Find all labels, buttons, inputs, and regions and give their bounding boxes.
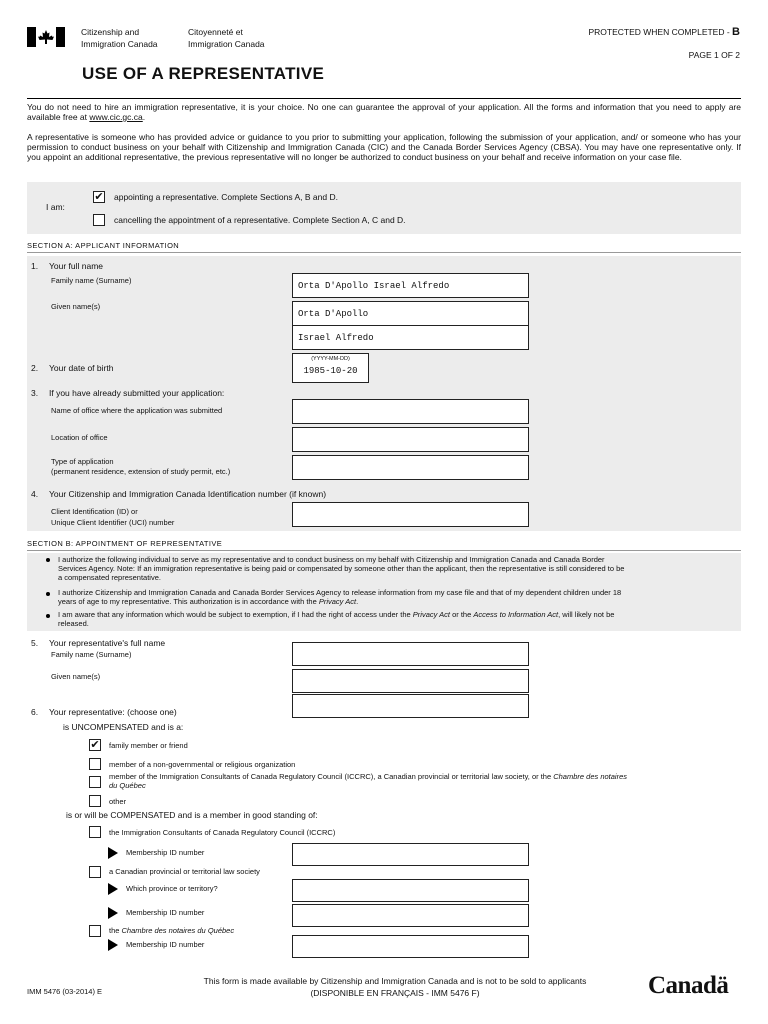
u3-text: member of the Immigration Consultants of Canada Regulatory Council (ICCRC), a Canadian provincial or territorial law society, or the: [109, 772, 554, 781]
cancelling-checkbox[interactable]: [93, 214, 105, 226]
dob-label: Your date of birth: [49, 363, 114, 373]
b1-line3: a compensated representative.: [58, 573, 161, 582]
appointing-label: appointing a representative. Complete Sections A, B and D.: [114, 192, 338, 202]
iccrc-label: the Immigration Consultants of Canada Regulatory Council (ICCRC): [109, 828, 336, 837]
c3-text: the: [109, 926, 122, 935]
family-friend-checkbox[interactable]: ✔: [90, 739, 100, 751]
law-society-member-id-label: Membership ID number: [126, 908, 205, 917]
intro-paragraph-2: A representative is someone who has provided advice or guidance to you prior to submitting your application, following the submission of your application, and/ or someone who has your permission to conduct business on your behalf with Citizenship and Immigration Canada (CIC) and the Canada Border Services Agency (CBSA). You may have one representative only. If you appoint an additional representative, the previous representative will no longer be authorized to conduct business on your behalf and receive information on your case file.: [27, 132, 741, 162]
q4-label: Your Citizenship and Immigration Canada Identification number (if known): [49, 489, 327, 499]
given-name-field-1[interactable]: [292, 301, 529, 326]
client-id-field[interactable]: [292, 502, 529, 527]
rep-family-name-label: Family name (Surname): [51, 650, 132, 659]
bullet-1: [46, 558, 50, 562]
footer-note-1: This form is made available by Citizenship and Immigration Canada and is not to be sold to applicants: [203, 976, 587, 986]
intro-p1-text: You do not need to hire an immigration representative, it is your choice. No one can guarantee the approval of your application. All the forms and information that you need to apply are available free at: [27, 102, 741, 122]
q2-number: 2.: [31, 363, 39, 373]
office-name-label: Name of office where the application was submitted: [51, 406, 223, 415]
cic-website-link[interactable]: www.cic.gc.ca: [89, 112, 143, 122]
b3-access-act: Access to Information Act: [473, 610, 559, 619]
bullet-2: [46, 592, 50, 596]
law-society-member-id-field[interactable]: [292, 904, 529, 927]
b2-line2-end: .: [356, 597, 359, 606]
chambre-member-id-label: Membership ID number: [126, 940, 205, 949]
family-name-value: Orta D'Apollo Israel Alfredo: [298, 280, 450, 291]
section-a-divider: [27, 252, 741, 253]
q3-number: 3.: [31, 388, 39, 398]
client-id-label-1: Client Identification (ID) or: [51, 507, 138, 516]
compensated-label: is or will be COMPENSATED and is a member in good standing of:: [66, 810, 318, 820]
office-name-field[interactable]: [292, 399, 529, 424]
rep-given-name-label: Given name(s): [51, 672, 101, 681]
title-divider: [27, 98, 741, 99]
rep-given-name-field-2[interactable]: [292, 694, 529, 718]
chambre-member-id-field[interactable]: [292, 935, 529, 958]
dob-format-hint: (YYYY-MM-DD): [311, 356, 350, 362]
ngo-member-label: member of a non-governmental or religious organization: [109, 760, 296, 769]
q1-number: 1.: [31, 261, 39, 271]
b3-text-b: or the: [450, 610, 474, 619]
office-location-field[interactable]: [292, 427, 529, 452]
protected-label: [588, 27, 740, 37]
b1-line2: Services Agency. Note: If an immigration representative is being paid or compensated by someone other than the applicant, then the representative is still considered to be: [58, 564, 625, 573]
chambre-checkbox[interactable]: [89, 925, 101, 937]
intro-p1-end: .: [142, 112, 146, 122]
exemption-awareness-text: [58, 610, 738, 628]
given-name-value-2: Israel Alfredo: [298, 332, 374, 343]
dob-value: 1985-10-20: [303, 366, 358, 376]
chambre-label: [109, 926, 234, 935]
b1-line1: I authorize the following individual to serve as my representative and to conduct business on my behalf with Citizenship and Immigration Canada and Canada Border: [58, 555, 605, 564]
q1-label: Your full name: [49, 261, 104, 271]
office-location-label: Location of office: [51, 433, 108, 442]
u3-quebec: du Québec: [109, 781, 146, 790]
province-field[interactable]: [292, 879, 529, 902]
canada-wordmark: Canadä: [648, 972, 729, 999]
dob-field[interactable]: [292, 353, 369, 383]
section-b-divider: [27, 550, 741, 551]
form-code: IMM 5476 (03-2014) E: [27, 987, 103, 996]
app-type-label-2: (permanent residence, extension of study permit, etc.): [51, 467, 231, 476]
appointing-checkbox[interactable]: ✔: [94, 191, 104, 203]
given-name-label: Given name(s): [51, 302, 101, 311]
page-title: USE OF A REPRESENTATIVE: [82, 64, 325, 83]
b2-line1: I authorize Citizenship and Immigration Canada and Canada Border Services Agency to release information from my case file and that of my dependent children under 18: [58, 588, 622, 597]
dept-en-line2: Immigration Canada: [81, 39, 158, 49]
app-type-label-1: Type of application: [51, 457, 114, 466]
cancelling-label: cancelling the appointment of a representative. Complete Section A, C and D.: [114, 215, 406, 225]
footer-note-2: (DISPONIBLE EN FRANÇAIS - IMM 5476 F): [310, 988, 480, 998]
authorize-representative-text: [58, 555, 738, 582]
u3-chambre: Chambre des notaires: [553, 772, 628, 781]
rep-family-name-field[interactable]: [292, 642, 529, 666]
family-friend-label: family member or friend: [109, 741, 188, 750]
regulated-member-checkbox[interactable]: [89, 776, 101, 788]
iccrc-checkbox[interactable]: [89, 826, 101, 838]
dept-fr-line2: Immigration Canada: [188, 39, 265, 49]
protected-level: B: [732, 26, 740, 38]
section-a-heading: SECTION A: APPLICANT INFORMATION: [27, 241, 180, 250]
ngo-member-checkbox[interactable]: [89, 758, 101, 770]
client-id-label-2: Unique Client Identifier (UCI) number: [51, 518, 175, 527]
law-society-label: a Canadian provincial or territorial law society: [109, 867, 260, 876]
b3-line1: [58, 610, 738, 619]
other-checkbox[interactable]: [89, 795, 101, 807]
rep-given-name-field-1[interactable]: [292, 669, 529, 693]
q6-number: 6.: [31, 707, 39, 717]
iccrc-member-id-field[interactable]: [292, 843, 529, 866]
q6-label: Your representative: (choose one): [49, 707, 177, 717]
page-number: PAGE 1 OF 2: [688, 50, 740, 60]
arrow-right-icon: [108, 939, 118, 951]
arrow-right-icon: [108, 907, 118, 919]
family-name-label: Family name (Surname): [51, 276, 132, 285]
arrow-right-icon: [108, 883, 118, 895]
b2-privacy-act: Privacy Act: [318, 597, 357, 606]
b3-text-c: , will likely not be: [558, 610, 615, 619]
protected-text: PROTECTED WHEN COMPLETED -: [588, 27, 733, 37]
other-label: other: [109, 797, 127, 806]
arrow-right-icon: [108, 847, 118, 859]
authorize-release-text: [58, 588, 738, 606]
q5-number: 5.: [31, 638, 39, 648]
canada-flag-icon: [27, 27, 65, 47]
iam-panel: [27, 182, 741, 234]
b3-text-a: I am aware that any information which would be subject to exemption, if I had the right of access under the: [58, 610, 413, 619]
b2-line2: [58, 597, 738, 606]
regulated-member-label: [109, 772, 739, 790]
bullet-3: [46, 614, 50, 618]
province-label: Which province or territory?: [126, 884, 218, 893]
iam-label: I am:: [46, 202, 65, 212]
b3-privacy-act: Privacy Act: [412, 610, 451, 619]
b3-line2: released.: [58, 619, 89, 628]
app-type-field[interactable]: [292, 455, 529, 480]
given-name-value-1: Orta D'Apollo: [298, 308, 369, 319]
q4-number: 4.: [31, 489, 39, 499]
dept-en-line1: Citizenship and: [81, 27, 140, 37]
law-society-checkbox[interactable]: [89, 866, 101, 878]
intro-paragraph-1: [27, 102, 741, 122]
q5-label: Your representative's full name: [49, 638, 166, 648]
section-b-heading: SECTION B: APPOINTMENT OF REPRESENTATIVE: [27, 539, 223, 548]
dept-fr-line1: Citoyenneté et: [188, 27, 243, 37]
b2-line2-text: years of age to my representative. This authorization is in accordance with the: [58, 597, 319, 606]
uncompensated-label: is UNCOMPENSATED and is a:: [63, 722, 184, 732]
q3-label: If you have already submitted your application:: [49, 388, 225, 398]
iccrc-member-id-label: Membership ID number: [126, 848, 205, 857]
family-name-field[interactable]: [292, 273, 529, 298]
c3-chambre: Chambre des notaires du Québec: [121, 926, 235, 935]
given-name-field-2[interactable]: [292, 325, 529, 350]
